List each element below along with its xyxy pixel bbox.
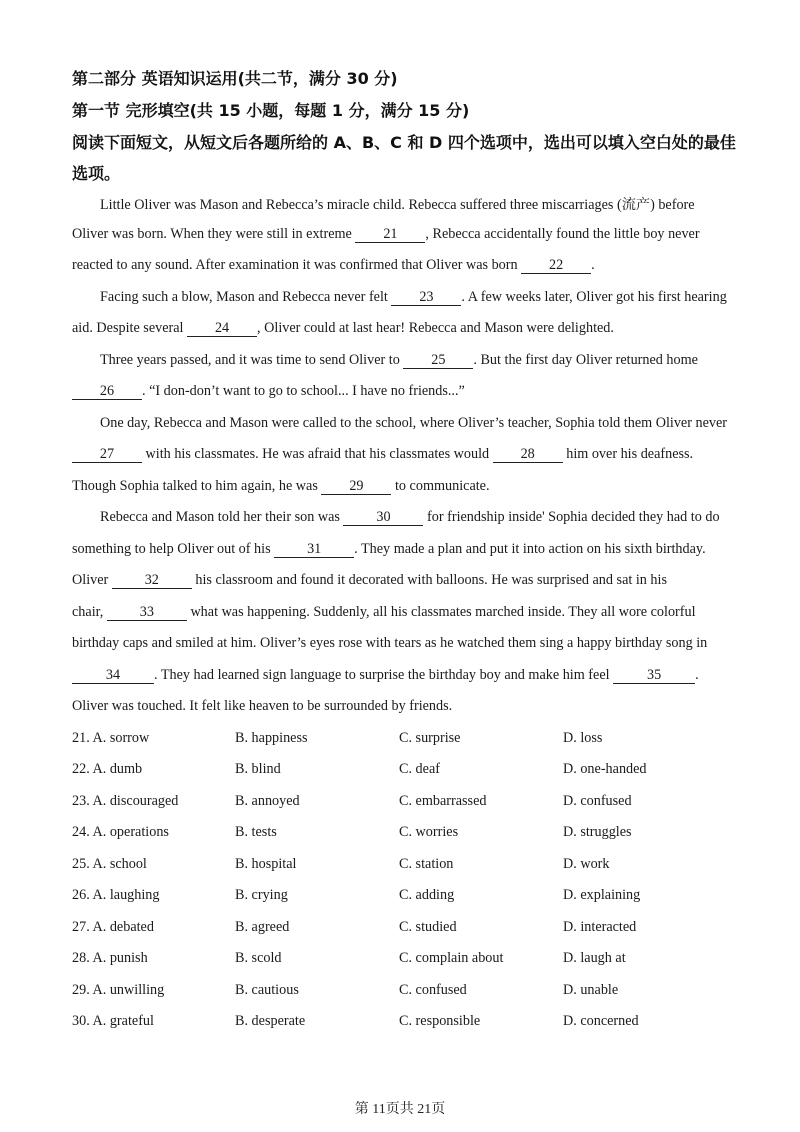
q25-option-c: C. station: [399, 856, 454, 872]
q24-option-b: B. tests: [235, 824, 277, 840]
q22-option-d: D. one-handed: [563, 761, 647, 777]
blank-22: 22: [521, 258, 591, 274]
q21-option-a: 21. A. sorrow: [72, 730, 150, 746]
passage-line: reacted to any sound. After examination it was confirmed that Oliver was born 22 .: [72, 257, 595, 273]
q21-option-c: C. surprise: [399, 730, 461, 746]
q22-option-c: C. deaf: [399, 761, 440, 777]
blank-34: 34: [72, 668, 154, 684]
passage-line: aid. Despite several 24 , Oliver could at last hear! Rebecca and Mason were delighted.: [72, 320, 614, 336]
q26-option-a: 26. A. laughing: [72, 887, 160, 903]
q30-option-d: D. concerned: [563, 1013, 639, 1029]
q23-option-c: C. embarrassed: [399, 793, 487, 809]
blank-31: 31: [274, 542, 354, 558]
q27-option-c: C. studied: [399, 919, 457, 935]
passage-line: Oliver 32 his classroom and found it decorated with balloons. He was surprised and sat in his: [72, 572, 667, 588]
q27-option-a: 27. A. debated: [72, 919, 154, 935]
q22-option-a: 22. A. dumb: [72, 761, 143, 777]
passage-line: 34 . They had learned sign language to surprise the birthday boy and make him feel 35 .: [72, 667, 699, 684]
blank-25: 25: [403, 353, 473, 369]
q25-option-d: D. work: [563, 856, 610, 872]
q28-option-b: B. scold: [235, 950, 282, 966]
passage-line: Facing such a blow, Mason and Rebecca never felt 23 . A few weeks later, Oliver got his first hearing: [100, 289, 727, 305]
passage-line: something to help Oliver out of his 31 . They made a plan and put it into action on his sixth birthday.: [72, 541, 706, 557]
blank-26: 26: [72, 384, 142, 400]
q28-option-a: 28. A. punish: [72, 950, 148, 966]
q26-option-c: C. adding: [399, 887, 455, 903]
blank-33: 33: [107, 605, 187, 621]
blank-30: 30: [343, 510, 423, 526]
q28-option-c: C. complain about: [399, 950, 504, 966]
q21-option-d: D. loss: [563, 730, 603, 746]
passage-line: Three years passed, and it was time to send Oliver to 25 . But the first day Oliver returned home: [100, 352, 698, 368]
blank-28: 28: [493, 447, 563, 463]
q23-option-d: D. confused: [563, 793, 632, 809]
instruction-line-2: 选项。: [72, 164, 121, 183]
q24-option-c: C. worries: [399, 824, 459, 840]
blank-23: 23: [391, 290, 461, 306]
q30-option-c: C. responsible: [399, 1013, 481, 1029]
q30-option-a: 30. A. grateful: [72, 1013, 154, 1029]
q25-option-b: B. hospital: [235, 856, 297, 872]
blank-24: 24: [187, 321, 257, 337]
q29-option-a: 29. A. unwilling: [72, 982, 165, 998]
q30-option-b: B. desperate: [235, 1013, 306, 1029]
blank-32: 32: [112, 573, 192, 589]
passage-line: 27 with his classmates. He was afraid that his classmates would 28 him over his deafness.: [72, 446, 693, 463]
blank-27: 27: [72, 447, 142, 463]
q24-option-a: 24. A. operations: [72, 824, 169, 840]
q29-option-b: B. cautious: [235, 982, 299, 998]
q23-option-b: B. annoyed: [235, 793, 300, 809]
q23-option-a: 23. A. discouraged: [72, 793, 179, 809]
passage-line: Rebecca and Mason told her their son was 30 for friendship inside' Sophia decided they had to do: [100, 509, 720, 525]
q25-option-a: 25. A. school: [72, 856, 147, 872]
q21-option-b: B. happiness: [235, 730, 308, 746]
q26-option-b: B. crying: [235, 887, 288, 903]
blank-29: 29: [321, 479, 391, 495]
q27-option-b: B. agreed: [235, 919, 290, 935]
passage-line: Though Sophia talked to him again, he was 29 to communicate.: [72, 478, 490, 494]
blank-21: 21: [355, 227, 425, 243]
passage-line: One day, Rebecca and Mason were called to the school, where Oliver’s teacher, Sophia told them Oliver never: [100, 415, 727, 431]
q29-option-c: C. confused: [399, 982, 467, 998]
page-number: 第 11页共 21页: [354, 1102, 446, 1117]
passage-line: chair, 33 what was happening. Suddenly, all his classmates marched inside. They all wore colorful: [72, 604, 696, 620]
q27-option-d: D. interacted: [563, 919, 637, 935]
blank-35: 35: [613, 668, 695, 684]
part-title: 第二部分 英语知识运用(共二节，满分 30 分): [72, 69, 398, 88]
q26-option-d: D. explaining: [563, 887, 641, 903]
q29-option-d: D. unable: [563, 982, 619, 998]
q24-option-d: D. struggles: [563, 824, 632, 840]
passage-line: Oliver was born. When they were still in extreme 21 , Rebecca accidentally found the little boy never: [72, 226, 700, 242]
q22-option-b: B. blind: [235, 761, 281, 777]
instruction-line-1: 阅读下面短文，从短文后各题所给的 A、B、C 和 D 四个选项中，选出可以填入空白处的最佳: [72, 133, 736, 152]
passage-line: 26 . “I don-don’t want to go to school... I have no friends...”: [72, 383, 465, 400]
passage-line: Oliver was touched. It felt like heaven to be surrounded by friends.: [72, 698, 453, 714]
passage-line: Little Oliver was Mason and Rebecca’s miracle child. Rebecca suffered three miscarriages (流产) before: [100, 197, 695, 213]
q28-option-d: D. laugh at: [563, 950, 626, 966]
section-title: 第一节 完形填空(共 15 小题，每题 1 分，满分 15 分): [72, 101, 470, 120]
passage-line: birthday caps and smiled at him. Oliver’s eyes rose with tears as he watched them sing a happy birthday song in: [72, 635, 708, 651]
